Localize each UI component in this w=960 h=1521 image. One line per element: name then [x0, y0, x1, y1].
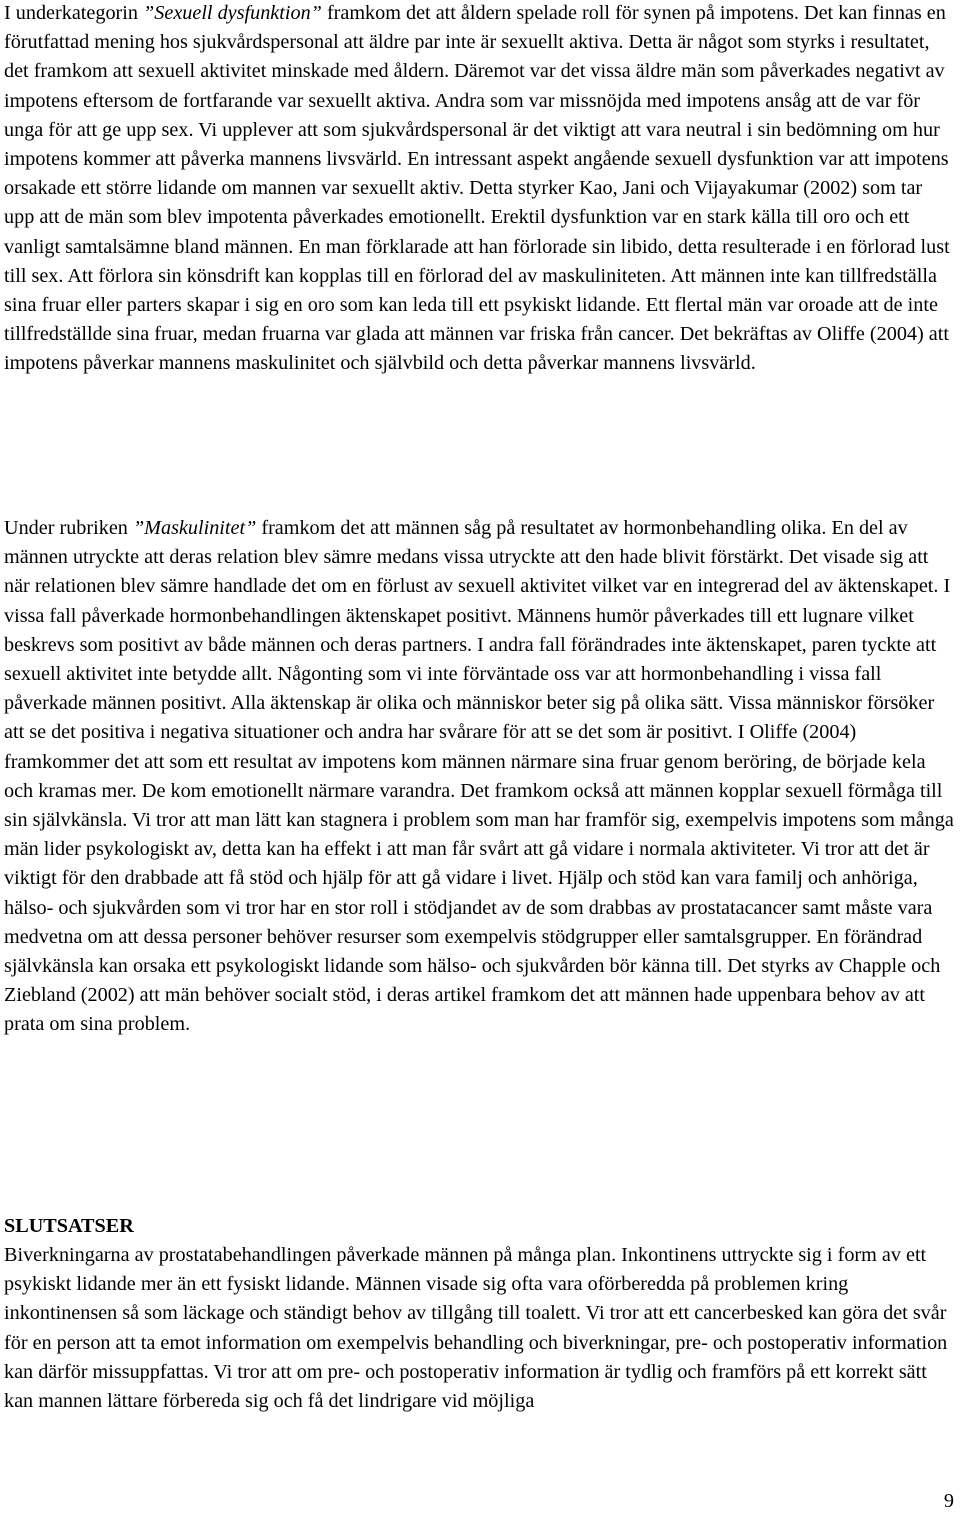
page-number: 9 [943, 1490, 954, 1512]
paragraph-maskulinitet [4, 514, 956, 1040]
paragraph-1-body: framkom det att åldern spelade roll för synen på impotens. Det kan finnas en förutfattad mening hos sjukvårdspersonal att äldre par inte är sexuellt aktiva. Detta är något som styrks i resultatet, det framkom att sexuell aktivitet minskade med åldern. Däremot var det vissa äldre män som påverkades negativt av impotens eftersom de fortfarande var sexuellt aktiva. Andra som var missnöjda med impotens ansåg att de var för unga för att ge upp sex. Vi upplever att som sjukvårdspersonal är det viktigt att vara neutral i sin bedömning om hur impotens kommer att påverka mannens livsvärld. En intressant aspekt angående sexuell dysfunktion var att impotens orsakade ett större lidande om mannen var sexuellt aktiv. Detta styrker Kao, Jani och Vijayakumar (2002) som tar upp att de män som blev impotenta påverkades emotionellt. Erektil dysfunktion var en stark källa till oro och ett vanligt samtalsämne bland männen. En man förklarade att han förlorade sin libido, detta resulterade i en förlorad lust till sex. Att förlora sin könsdrift kan kopplas till en förlorad del av maskuliniteten. Att männen inte kan tillfredställa sina fruar eller parters skapar i sig en oro som kan leda till ett psykiskt lidande. Ett flertal män var oroade att de inte tillfredställde sina fruar, medan fruarna var glada att männen var friska från cancer. Det bekräftas av Oliffe (2004) att impotens påverkar mannens maskulinitet och självbild och detta påverkar mannens livsvärld. [4, 2, 950, 375]
paragraph-1-italic-term: ”Sexuell dysfunktion” [143, 2, 322, 24]
section-heading-slutsatser: SLUTSATSER [4, 1215, 134, 1237]
paragraph-1-intro: I underkategorin [4, 2, 144, 24]
paragraph-2-body: framkom det att männen såg på resultatet av hormonbehandling olika. En del av männen utryckte att deras relation blev sämre medans vissa utryckte att den hade blivit förstärkt. Det visade sig att när relationen blev sämre handlade det om en förlust av sexuell aktivitet vilket var en integrerad del av äktenskapet. I vissa fall påverkade hormonbehandlingen äktenskapet positivt. Männens humör påverkades till ett lugnare vilket beskrevs som positivt av både männen och deras partners. I andra fall förändrades inte äktenskapet, paren tyckte att sexuell aktivitet inte betydde allt. Någonting som vi inte förväntade oss var att hormonbehandling i vissa fall påverkade männen positivt. Alla äktenskap är olika och människor beter sig på olika sätt. Vissa människor försöker att se det positiva i negativa situationer och andra har svårare för att se det som är positivt. I Oliffe (2004) framkommer det att som ett resultat av impotens kom männen närmare sina fruar genom beröring, de började kela och kramas mer. De kom emotionellt närmare varandra. Det framkom också att männen kopplar sexuell förmåga till sin självkänsla. Vi tror att man lätt kan stagnera i problem som man har framför sig, exempelvis impotens som många män lider psykologiskt av, detta kan ha effekt i att man får svårt att gå vidare i normala aktiviteter. Vi tror att det är viktigt för den drabbade att få stöd och hjälp för att gå vidare i livet. Hjälp och stöd kan vara familj och anhöriga, hälso- och sjukvården som vi tror har en stor roll i stödjandet av de som drabbas av prostatacancer samt måste vara medvetna om att dessa personer behöver resurser som exempelvis stödgrupper eller samtalsgrupper. En förändrad självkänsla kan orsaka ett psykologiskt lidande som hälso- och sjukvården bör känna till. Det styrks av Chapple och Ziebland (2002) att män behöver socialt stöd, i deras artikel framkom det att männen hade uppenbara behov av att prata om sina problem. [4, 517, 954, 1036]
paragraph-2-italic-term: ”Maskulinitet” [132, 517, 257, 539]
paragraph-slutsatser: Biverkningarna av prostatabehandlingen påverkade männen på många plan. Inkontinens uttryckte sig i form av ett psykiskt lidande mer än ett fysiskt lidande. Männen visade sig ofta vara oförberedda på problemen kring inkontinensen så som läckage och ständigt behov av tillgång till toalett. Vi tror att ett cancerbesked kan göra det svår för en person att ta emot information om exempelvis behandling och biverkningar, pre- och postoperativ information kan därför missuppfattas. Vi tror att om pre- och postoperativ information är tydlig och framförs på ett korrekt sätt kan mannen lättare förbereda sig och få det lindrigare vid möjliga [4, 1244, 948, 1413]
paragraph-sexuell-dysfunktion [4, 0, 956, 379]
paragraph-2-intro: Under rubriken [4, 517, 133, 539]
